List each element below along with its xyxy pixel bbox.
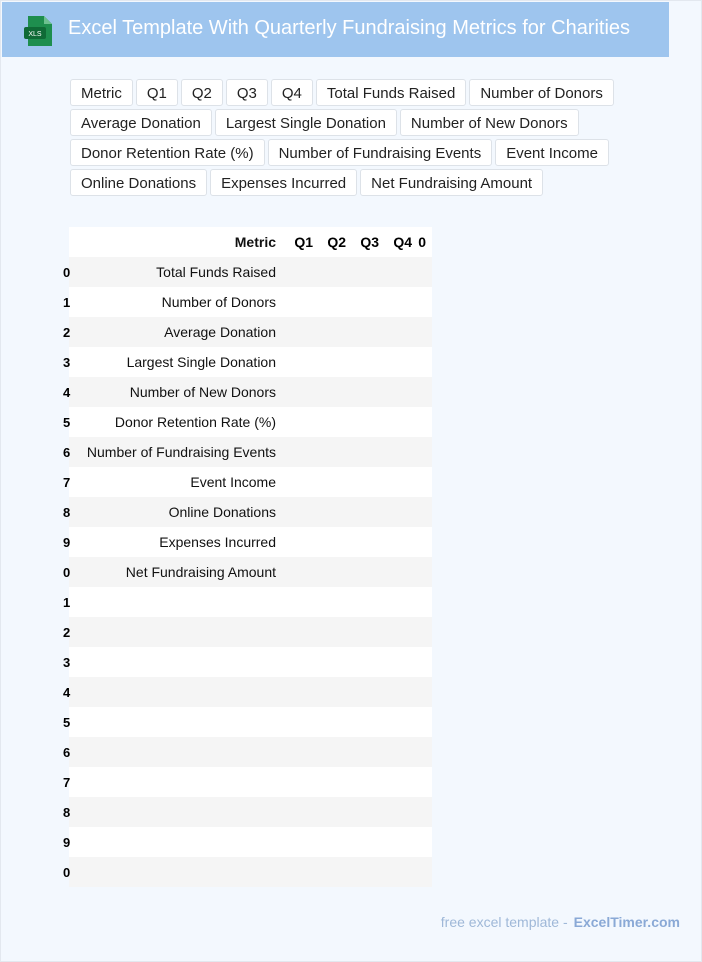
column-tag[interactable]: Q3 bbox=[226, 79, 268, 106]
column-tag[interactable]: Average Donation bbox=[70, 109, 212, 136]
value-cell bbox=[280, 707, 313, 737]
value-cell bbox=[412, 557, 432, 587]
metric-cell bbox=[73, 767, 280, 797]
value-cell bbox=[280, 857, 313, 887]
value-cell bbox=[412, 737, 432, 767]
column-tag[interactable]: Number of New Donors bbox=[400, 109, 579, 136]
metric-cell: Number of Donors bbox=[73, 287, 280, 317]
value-cell bbox=[280, 437, 313, 467]
value-cell bbox=[346, 317, 379, 347]
metric-cell: Largest Single Donation bbox=[73, 347, 280, 377]
value-cell bbox=[379, 467, 412, 497]
row-index-label: 3 bbox=[63, 355, 71, 370]
value-cell bbox=[346, 257, 379, 287]
row-index-label: 3 bbox=[63, 655, 71, 670]
value-cell bbox=[346, 467, 379, 497]
value-cell bbox=[280, 647, 313, 677]
table-row bbox=[69, 377, 432, 407]
page-title: Excel Template With Quarterly Fundraising Metrics for Charities bbox=[68, 17, 631, 39]
metric-cell bbox=[73, 797, 280, 827]
column-tag[interactable]: Donor Retention Rate (%) bbox=[70, 139, 265, 166]
metric-cell bbox=[73, 857, 280, 887]
value-cell bbox=[412, 707, 432, 737]
value-cell bbox=[379, 617, 412, 647]
value-cell bbox=[313, 617, 346, 647]
value-cell bbox=[379, 437, 412, 467]
value-cell bbox=[379, 587, 412, 617]
value-cell bbox=[412, 377, 432, 407]
column-tag[interactable]: Q1 bbox=[136, 79, 178, 106]
q3-column-header: Q3 bbox=[346, 227, 379, 257]
row-index-label: 7 bbox=[63, 475, 71, 490]
value-cell bbox=[346, 407, 379, 437]
column-tag[interactable]: Largest Single Donation bbox=[215, 109, 397, 136]
zero-column-header: 0 bbox=[412, 227, 432, 257]
value-cell bbox=[412, 467, 432, 497]
value-cell bbox=[379, 737, 412, 767]
value-cell bbox=[346, 797, 379, 827]
table-row bbox=[69, 677, 432, 707]
value-cell bbox=[379, 767, 412, 797]
value-cell bbox=[313, 827, 346, 857]
value-cell bbox=[313, 437, 346, 467]
row-index-label: 8 bbox=[63, 805, 71, 820]
table-row bbox=[69, 767, 432, 797]
metric-cell: Number of New Donors bbox=[73, 377, 280, 407]
table-row bbox=[69, 287, 432, 317]
value-cell bbox=[280, 587, 313, 617]
value-cell bbox=[313, 677, 346, 707]
value-cell bbox=[379, 707, 412, 737]
metric-cell: Number of Fundraising Events bbox=[73, 437, 280, 467]
value-cell bbox=[280, 557, 313, 587]
value-cell bbox=[412, 587, 432, 617]
value-cell bbox=[346, 767, 379, 797]
table-row bbox=[69, 437, 432, 467]
value-cell bbox=[346, 737, 379, 767]
value-cell bbox=[379, 827, 412, 857]
table-row bbox=[69, 557, 432, 587]
column-tag[interactable]: Expenses Incurred bbox=[210, 169, 357, 196]
value-cell bbox=[280, 257, 313, 287]
data-table bbox=[63, 227, 432, 887]
row-index-label: 8 bbox=[63, 505, 71, 520]
table-row bbox=[69, 797, 432, 827]
value-cell bbox=[313, 587, 346, 617]
row-index-label: 9 bbox=[63, 535, 71, 550]
value-cell bbox=[412, 677, 432, 707]
table-row bbox=[69, 827, 432, 857]
value-cell bbox=[280, 287, 313, 317]
value-cell bbox=[280, 797, 313, 827]
value-cell bbox=[412, 407, 432, 437]
row-index-label: 1 bbox=[63, 595, 71, 610]
value-cell bbox=[412, 347, 432, 377]
column-tag[interactable]: Total Funds Raised bbox=[316, 79, 466, 106]
metric-cell bbox=[73, 677, 280, 707]
table-row bbox=[69, 857, 432, 887]
table-row bbox=[69, 527, 432, 557]
row-index-label: 4 bbox=[63, 385, 71, 400]
table-row bbox=[69, 467, 432, 497]
metric-cell: Donor Retention Rate (%) bbox=[73, 407, 280, 437]
table-row bbox=[69, 617, 432, 647]
column-tag[interactable]: Net Fundraising Amount bbox=[360, 169, 543, 196]
value-cell bbox=[379, 407, 412, 437]
footer-credit bbox=[441, 914, 680, 930]
q1-column-header: Q1 bbox=[280, 227, 313, 257]
metric-cell bbox=[73, 827, 280, 857]
title-banner bbox=[2, 2, 669, 57]
value-cell bbox=[412, 857, 432, 887]
metric-cell bbox=[73, 587, 280, 617]
value-cell bbox=[412, 317, 432, 347]
table-header-row bbox=[69, 227, 432, 257]
value-cell bbox=[412, 647, 432, 677]
row-index-label: 5 bbox=[63, 715, 71, 730]
value-cell bbox=[346, 647, 379, 677]
metric-cell bbox=[73, 647, 280, 677]
row-index-label: 6 bbox=[63, 745, 71, 760]
value-cell bbox=[346, 527, 379, 557]
value-cell bbox=[313, 857, 346, 887]
value-cell bbox=[313, 767, 346, 797]
value-cell bbox=[313, 497, 346, 527]
value-cell bbox=[412, 497, 432, 527]
column-tag[interactable]: Number of Donors bbox=[469, 79, 614, 106]
value-cell bbox=[280, 827, 313, 857]
value-cell bbox=[280, 347, 313, 377]
value-cell bbox=[313, 377, 346, 407]
value-cell bbox=[280, 617, 313, 647]
table-row bbox=[69, 317, 432, 347]
value-cell bbox=[280, 317, 313, 347]
value-cell bbox=[280, 527, 313, 557]
value-cell bbox=[280, 377, 313, 407]
value-cell bbox=[280, 467, 313, 497]
column-tag[interactable]: Q2 bbox=[181, 79, 223, 106]
value-cell bbox=[379, 317, 412, 347]
q4-column-header: Q4 bbox=[379, 227, 412, 257]
value-cell bbox=[313, 647, 346, 677]
table-row bbox=[69, 647, 432, 677]
value-cell bbox=[412, 437, 432, 467]
value-cell bbox=[313, 737, 346, 767]
value-cell bbox=[313, 707, 346, 737]
value-cell bbox=[379, 287, 412, 317]
value-cell bbox=[280, 767, 313, 797]
column-tag[interactable]: Q4 bbox=[271, 79, 313, 106]
metric-cell: Online Donations bbox=[73, 497, 280, 527]
metric-cell: Net Fundraising Amount bbox=[73, 557, 280, 587]
metric-cell bbox=[73, 737, 280, 767]
value-cell bbox=[412, 527, 432, 557]
metric-cell bbox=[73, 707, 280, 737]
value-cell bbox=[346, 857, 379, 887]
row-index-label: 5 bbox=[63, 415, 71, 430]
column-tag[interactable]: Event Income bbox=[495, 139, 609, 166]
row-index-label: 2 bbox=[63, 625, 71, 640]
value-cell bbox=[313, 467, 346, 497]
value-cell bbox=[412, 617, 432, 647]
value-cell bbox=[313, 527, 346, 557]
value-cell bbox=[313, 287, 346, 317]
excel-file-icon bbox=[24, 16, 52, 46]
row-index-label: 6 bbox=[63, 445, 71, 460]
table-row bbox=[69, 257, 432, 287]
value-cell bbox=[412, 257, 432, 287]
metric-cell: Expenses Incurred bbox=[73, 527, 280, 557]
value-cell bbox=[346, 587, 379, 617]
metric-cell: Event Income bbox=[73, 467, 280, 497]
footer-text: free excel template - bbox=[440, 914, 568, 930]
table-row bbox=[69, 497, 432, 527]
metric-column-header: Metric bbox=[73, 227, 280, 257]
value-cell bbox=[313, 347, 346, 377]
value-cell bbox=[280, 407, 313, 437]
value-cell bbox=[346, 497, 379, 527]
value-cell bbox=[412, 797, 432, 827]
table-row bbox=[69, 737, 432, 767]
row-index-label: 2 bbox=[63, 325, 71, 340]
column-tag[interactable]: Online Donations bbox=[70, 169, 207, 196]
value-cell bbox=[379, 347, 412, 377]
value-cell bbox=[313, 797, 346, 827]
value-cell bbox=[346, 827, 379, 857]
value-cell bbox=[412, 767, 432, 797]
column-tag[interactable]: Number of Fundraising Events bbox=[268, 139, 493, 166]
value-cell bbox=[346, 707, 379, 737]
value-cell bbox=[280, 497, 313, 527]
value-cell bbox=[379, 257, 412, 287]
value-cell bbox=[313, 407, 346, 437]
data-table-container bbox=[63, 227, 436, 887]
metric-cell: Average Donation bbox=[73, 317, 280, 347]
table-row bbox=[69, 407, 432, 437]
table-row bbox=[69, 347, 432, 377]
value-cell bbox=[346, 347, 379, 377]
row-index-label: 4 bbox=[63, 685, 71, 700]
table-row bbox=[69, 707, 432, 737]
row-index-label: 0 bbox=[63, 565, 71, 580]
row-index-label: 1 bbox=[63, 295, 71, 310]
value-cell bbox=[412, 287, 432, 317]
table-row bbox=[69, 587, 432, 617]
value-cell bbox=[412, 827, 432, 857]
value-cell bbox=[346, 677, 379, 707]
value-cell bbox=[346, 557, 379, 587]
value-cell bbox=[346, 617, 379, 647]
row-index-label: 0 bbox=[63, 865, 71, 880]
row-index-label: 7 bbox=[63, 775, 71, 790]
value-cell bbox=[346, 377, 379, 407]
value-cell bbox=[379, 497, 412, 527]
value-cell bbox=[379, 557, 412, 587]
value-cell bbox=[280, 737, 313, 767]
value-cell bbox=[346, 287, 379, 317]
q2-column-header: Q2 bbox=[313, 227, 346, 257]
value-cell bbox=[280, 677, 313, 707]
value-cell bbox=[379, 527, 412, 557]
column-tag-list bbox=[70, 79, 630, 196]
value-cell bbox=[313, 557, 346, 587]
value-cell bbox=[379, 857, 412, 887]
value-cell bbox=[379, 677, 412, 707]
row-index-label: 9 bbox=[63, 835, 71, 850]
row-index-label: 0 bbox=[63, 265, 71, 280]
value-cell bbox=[379, 647, 412, 677]
footer-brand-link[interactable]: ExcelTimer.com bbox=[573, 914, 680, 930]
metric-cell: Total Funds Raised bbox=[73, 257, 280, 287]
column-tag[interactable]: Metric bbox=[70, 79, 133, 106]
value-cell bbox=[379, 797, 412, 827]
value-cell bbox=[346, 437, 379, 467]
value-cell bbox=[379, 377, 412, 407]
value-cell bbox=[313, 317, 346, 347]
xls-icon-label: XLS bbox=[28, 31, 42, 38]
metric-cell bbox=[73, 617, 280, 647]
value-cell bbox=[313, 257, 346, 287]
